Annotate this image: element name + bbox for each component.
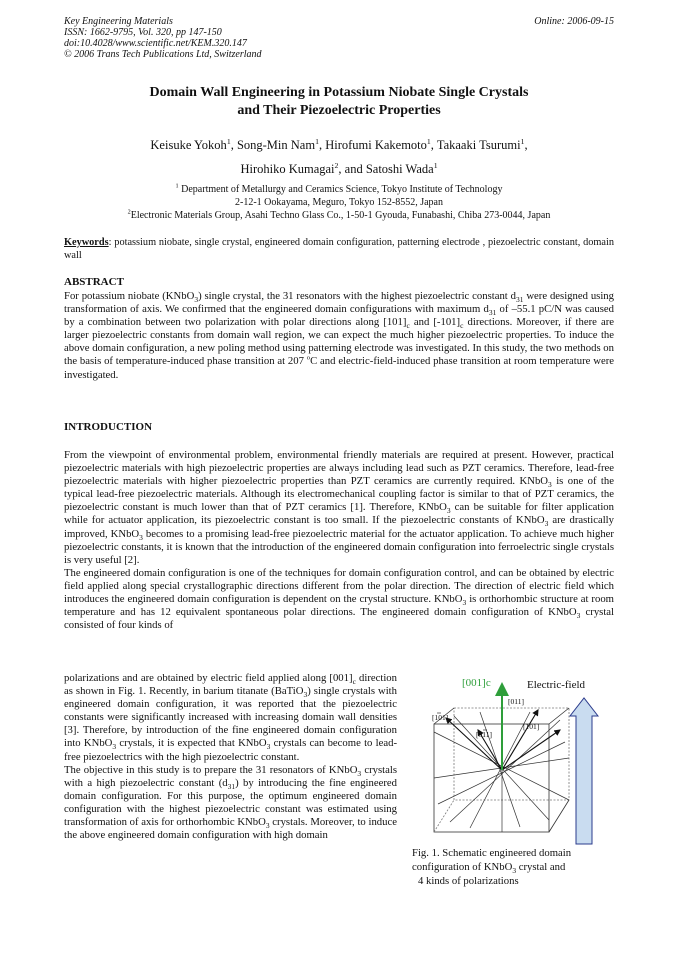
- introduction-heading: INTRODUCTION: [64, 421, 153, 433]
- label-001c: [001]c: [462, 677, 491, 689]
- caption-line-3: 4 kinds of polarizations: [418, 875, 519, 887]
- figure-1-diagram: [410, 672, 615, 847]
- affiliation-2: [64, 209, 614, 222]
- affil-mark: 1: [315, 136, 319, 146]
- doi: doi:10.4028/www.scientific.net/KEM.320.147: [64, 38, 247, 49]
- title-line-1: Domain Wall Engineering in Potassium Niobate Single Crystals: [149, 85, 529, 100]
- affil-mark: 1: [433, 160, 438, 170]
- affiliation-text: Electronic Materials Group, Asahi Techno Glass Co., 1-50-1 Gyouda, Funabashi, Chiba 273-0044, Japan: [130, 210, 551, 221]
- abstract-paragraph: For potassium niobate (KNbO$_3$) single crystal, the 31 resonators with the highest piezoelectric constant $d_{31}$ were designed using transformation of axis. We confirmed that the engineered domain configurations with maximum $d_{31}$ of –55.1 pC/N was caused by a combination between two polarization with polar directions along $[101]_c$ and $[-101]_c$ directions. Moreover, if there are larger piezoelectric constants from domain wall region, we can expect the much higher piezoelectric properties. To induce the above domain configuration, a new poling method using patterning electrode was investigated. In this study, the two methods on the basis of temperature-induced phase transition at 207 $^o$C and electric-field-induced phase transition at room temperature were investigated.: [64, 290, 615, 381]
- label-electric-field: Electric-field: [527, 679, 586, 691]
- author: Hirofumi Kakemoto: [325, 138, 427, 152]
- author-line-2: Hirohiko Kumagai$^2$, and Satoshi Wada$^1$: [240, 160, 438, 176]
- affil-mark: 2: [127, 208, 131, 216]
- label-101bar: [101]: [432, 713, 449, 722]
- author-line-1: Keisuke Yokoh$^1$, Song-Min Nam$^1$, Hirofumi Kakemoto$^1$, Takaaki Tsurumi$^1$,: [150, 136, 528, 152]
- affiliation-text: Department of Metallurgy and Ceramics Science, Tokyo Institute of Technology: [181, 184, 503, 195]
- author: Keisuke Yokoh: [150, 138, 227, 152]
- abstract-body: [64, 290, 614, 382]
- keywords: [64, 236, 614, 262]
- journal-name: Key Engineering Materials: [64, 16, 173, 27]
- label-101: [101]: [523, 722, 540, 731]
- caption-line-1: Fig. 1. Schematic engineered domain: [412, 847, 572, 859]
- caption-line-2: configuration of KNbO$_3$ crystal and: [412, 861, 566, 876]
- affil-mark: 1: [520, 136, 525, 146]
- author: Takaaki Tsurumi: [436, 138, 521, 152]
- author-list: [64, 133, 614, 181]
- copyright: © 2006 Trans Tech Publications Ltd, Switzerland: [64, 49, 262, 60]
- abstract-heading: ABSTRACT: [64, 276, 124, 288]
- paper-title: [64, 84, 614, 120]
- keywords-text: : potassium niobate, single crystal, engineered domain configuration, patterning electrode , piezoelectric constant, domain wall: [64, 237, 614, 261]
- online-date: Online: 2006-09-15: [534, 16, 614, 27]
- label-011: [011]: [508, 697, 524, 706]
- intro-paragraph-2: polarizations and are obtained by electric field applied along $[001]_c$ direction as shown in Fig. 1. Recently, in barium titanate (BaTiO$_3$) single crystals with engineered domain configuration, it was reported that the piezoelectric constants were significantly increased with increasing domain wall densities [3]. Therefore, by introduction of the fine engineered domain configuration into KNbO$_3$ crystals, it is expected that KNbO$_3$ crystals can become to lead-free piezoelectrics with the high piezoelectric constant. The objective in this study is to prepare the 31 resonators of KNbO$_3$ crystals with a high piezoelectric constant $(d_{31})$ by introducing the fine engineered domain configuration. For this purpose, the optimum engineered domain configuration with the highest piezoelectric constant was estimated using transformation of axis for orthorhombic KNbO$_3$ crystals. Moreover, to induce the above engineered domain configuration with high domain: [64, 672, 397, 842]
- issn: ISSN: 1662-9795, Vol. 320, pp 147-150: [64, 27, 222, 38]
- intro-paragraph-1: From the viewpoint of environmental problem, environmental friendly materials are required at present. However, practical piezoelectric materials with high piezoelectric properties are always including lead such as PZT ceramics. Therefore, lead-free piezoelectric materials with higher piezoelectric properties than PZT ceramics are currently required. KNbO$_3$ is one of the typical lead-free piezoelectric materials. Although its electromechanical coupling factor is similar to that of PZT ceramics, the piezoelectric constant is much lower than that of PZT ceramics [1]. Therefore, KNbO$_3$ can be suitable for filter application while for actuator application, its piezoelectric constant is too small. If the piezoelectric constants of KNbO$_3$ are drastically improved, KNbO$_3$ becomes to a promising lead-free piezoelectric material for the actuator application. To achieve much higher piezoelectric constants, it is known that the introduction of the engineered domain configuration into ferroelectric single crystals is very useful [2]. The engineered domain configuration is one of the techniques for domain configuration control, and can be obtained by electric field applied along special crystallographic directions different from the polar direction. The direction of electric field which introduces the engineered domain configuration is dependent on the crystal structure. KNbO$_3$ is orthorhombic structure at room temperature and has 12 equivalent spontaneous polar directions. The engineered domain configuration of KNbO$_3$ crystal consisted of four kinds of: [64, 449, 614, 632]
- figure-1-caption: [412, 846, 618, 888]
- title-line-2: and Their Piezoelectric Properties: [237, 103, 441, 118]
- affil-mark: 2: [334, 160, 339, 170]
- affil-mark: 1: [175, 182, 179, 190]
- author: Song-Min Nam: [236, 138, 316, 152]
- journal-header: [64, 16, 262, 60]
- author: Hirohiko Kumagai: [240, 162, 335, 176]
- affil-mark: 1: [426, 136, 431, 146]
- keywords-label: Keywords: [64, 237, 109, 248]
- affiliation-1: [64, 183, 614, 196]
- affiliations: [64, 183, 614, 222]
- label-011bar: [011]: [476, 730, 492, 739]
- electric-field-arrow: [570, 698, 598, 844]
- author: and Satoshi Wada: [344, 162, 434, 176]
- affil-mark: 1: [226, 136, 231, 146]
- affiliation-address: 2-12-1 Ookayama, Meguro, Tokyo 152-8552, Japan: [235, 197, 443, 208]
